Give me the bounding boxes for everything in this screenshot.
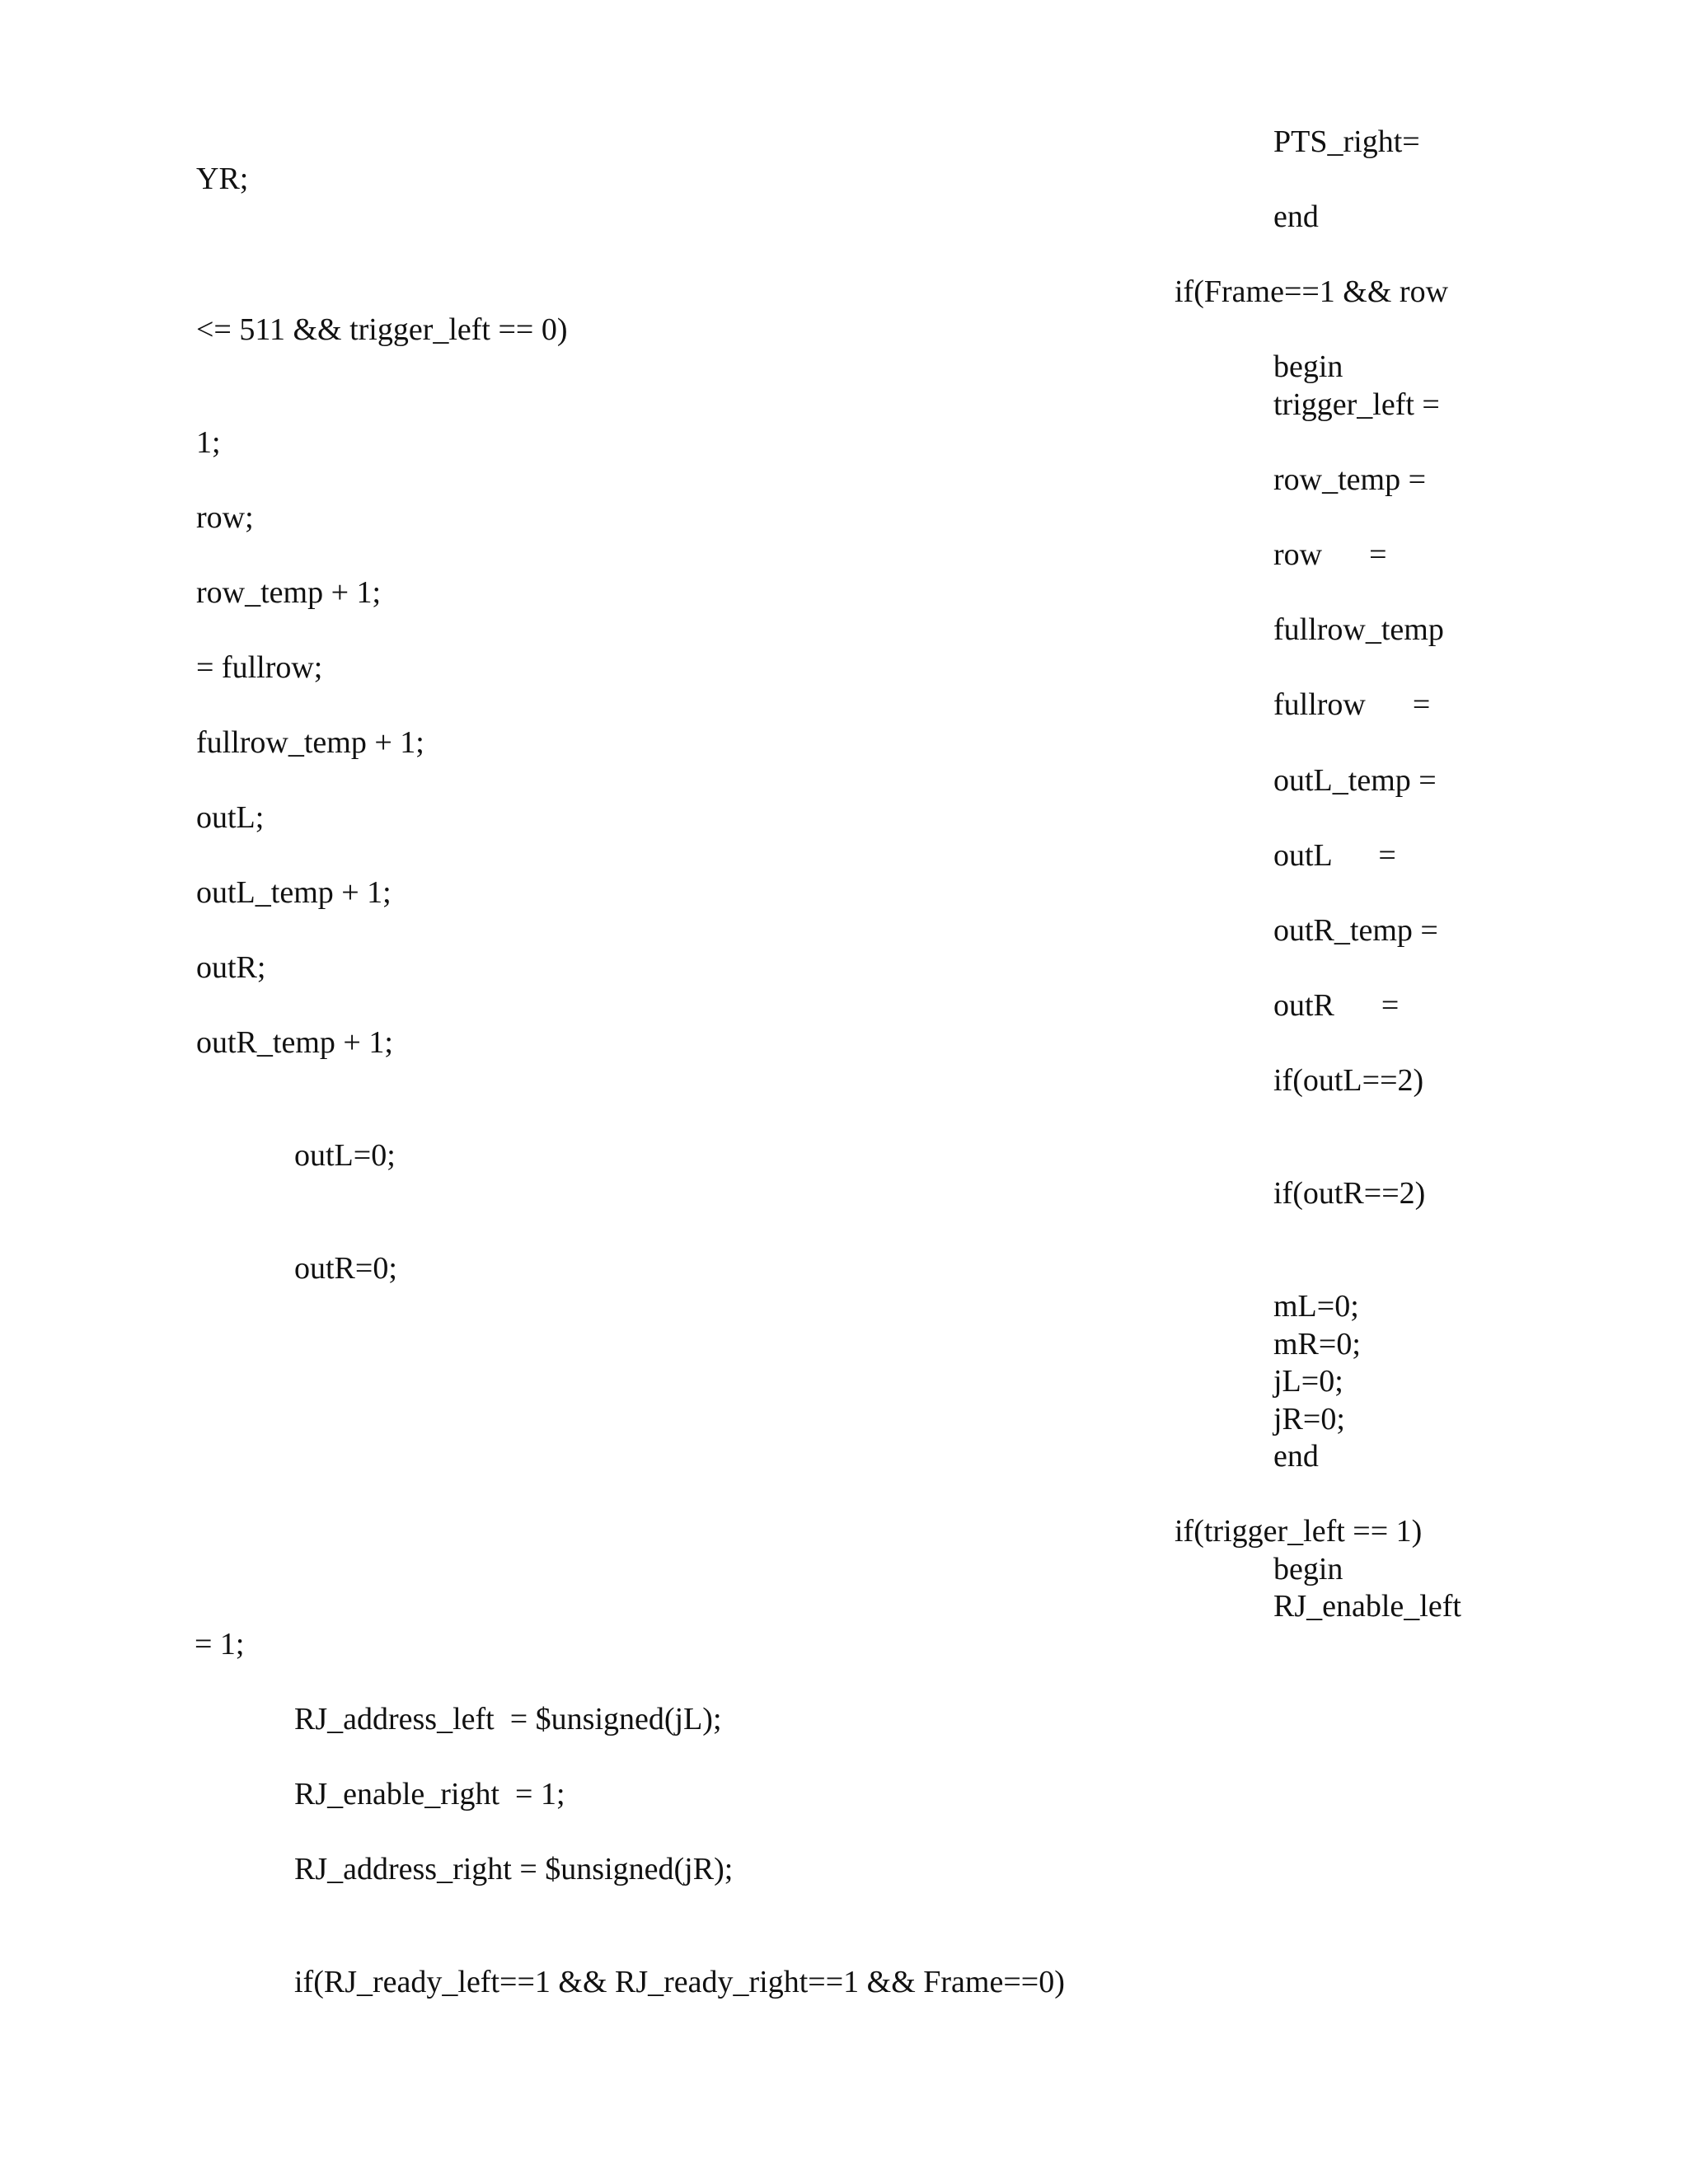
code-line: row_temp + 1; <box>196 575 382 610</box>
code-line: outL_temp + 1; <box>196 875 392 910</box>
code-line: YR; <box>196 162 249 196</box>
code-line: mR=0; <box>1273 1327 1361 1361</box>
code-line: RJ_address_left = $unsigned(jL); <box>294 1702 722 1736</box>
code-line: fullrow_temp + 1; <box>196 725 424 760</box>
code-line: row_temp = <box>1273 462 1427 497</box>
code-line: if(trigger_left == 1) <box>1175 1514 1423 1549</box>
code-line: if(RJ_ready_left==1 && RJ_ready_right==1 && Frame==0) <box>294 1965 1065 1999</box>
code-line: trigger_left = <box>1273 387 1440 422</box>
code-line: mL=0; <box>1273 1289 1359 1324</box>
code-line: if(outR==2) <box>1273 1176 1426 1211</box>
code-line: outL_temp = <box>1273 763 1437 798</box>
code-line: = fullrow; <box>196 650 323 685</box>
code-line: outR_temp + 1; <box>196 1025 393 1060</box>
code-line: jR=0; <box>1273 1402 1345 1436</box>
code-line: begin <box>1273 349 1343 384</box>
code-line: outR_temp = <box>1273 913 1438 948</box>
code-line: RJ_enable_left <box>1273 1589 1461 1624</box>
code-line: if(Frame==1 && row <box>1175 274 1449 309</box>
code-line: 1; <box>196 425 221 460</box>
code-line: row = <box>1273 537 1387 572</box>
code-line: outL=0; <box>294 1138 396 1173</box>
code-line: = 1; <box>195 1627 245 1661</box>
code-line: outR=0; <box>294 1251 397 1286</box>
code-line: fullrow_temp <box>1273 612 1444 647</box>
code-line: row; <box>196 500 254 535</box>
code-line: outR = <box>1273 988 1400 1023</box>
code-line: PTS_right= <box>1273 124 1420 159</box>
code-line: outL = <box>1273 838 1396 873</box>
code-line: outR; <box>196 950 266 985</box>
code-line: RJ_enable_right = 1; <box>294 1777 565 1811</box>
code-line: outL; <box>196 800 265 835</box>
code-line: if(outL==2) <box>1273 1063 1424 1098</box>
code-line: begin <box>1273 1552 1343 1586</box>
code-line: end <box>1273 199 1319 234</box>
code-line: jL=0; <box>1273 1364 1343 1399</box>
code-line: <= 511 && trigger_left == 0) <box>196 312 568 347</box>
code-line: fullrow = <box>1273 687 1431 722</box>
code-line: RJ_address_right = $unsigned(jR); <box>294 1852 734 1886</box>
code-line: end <box>1273 1439 1319 1474</box>
